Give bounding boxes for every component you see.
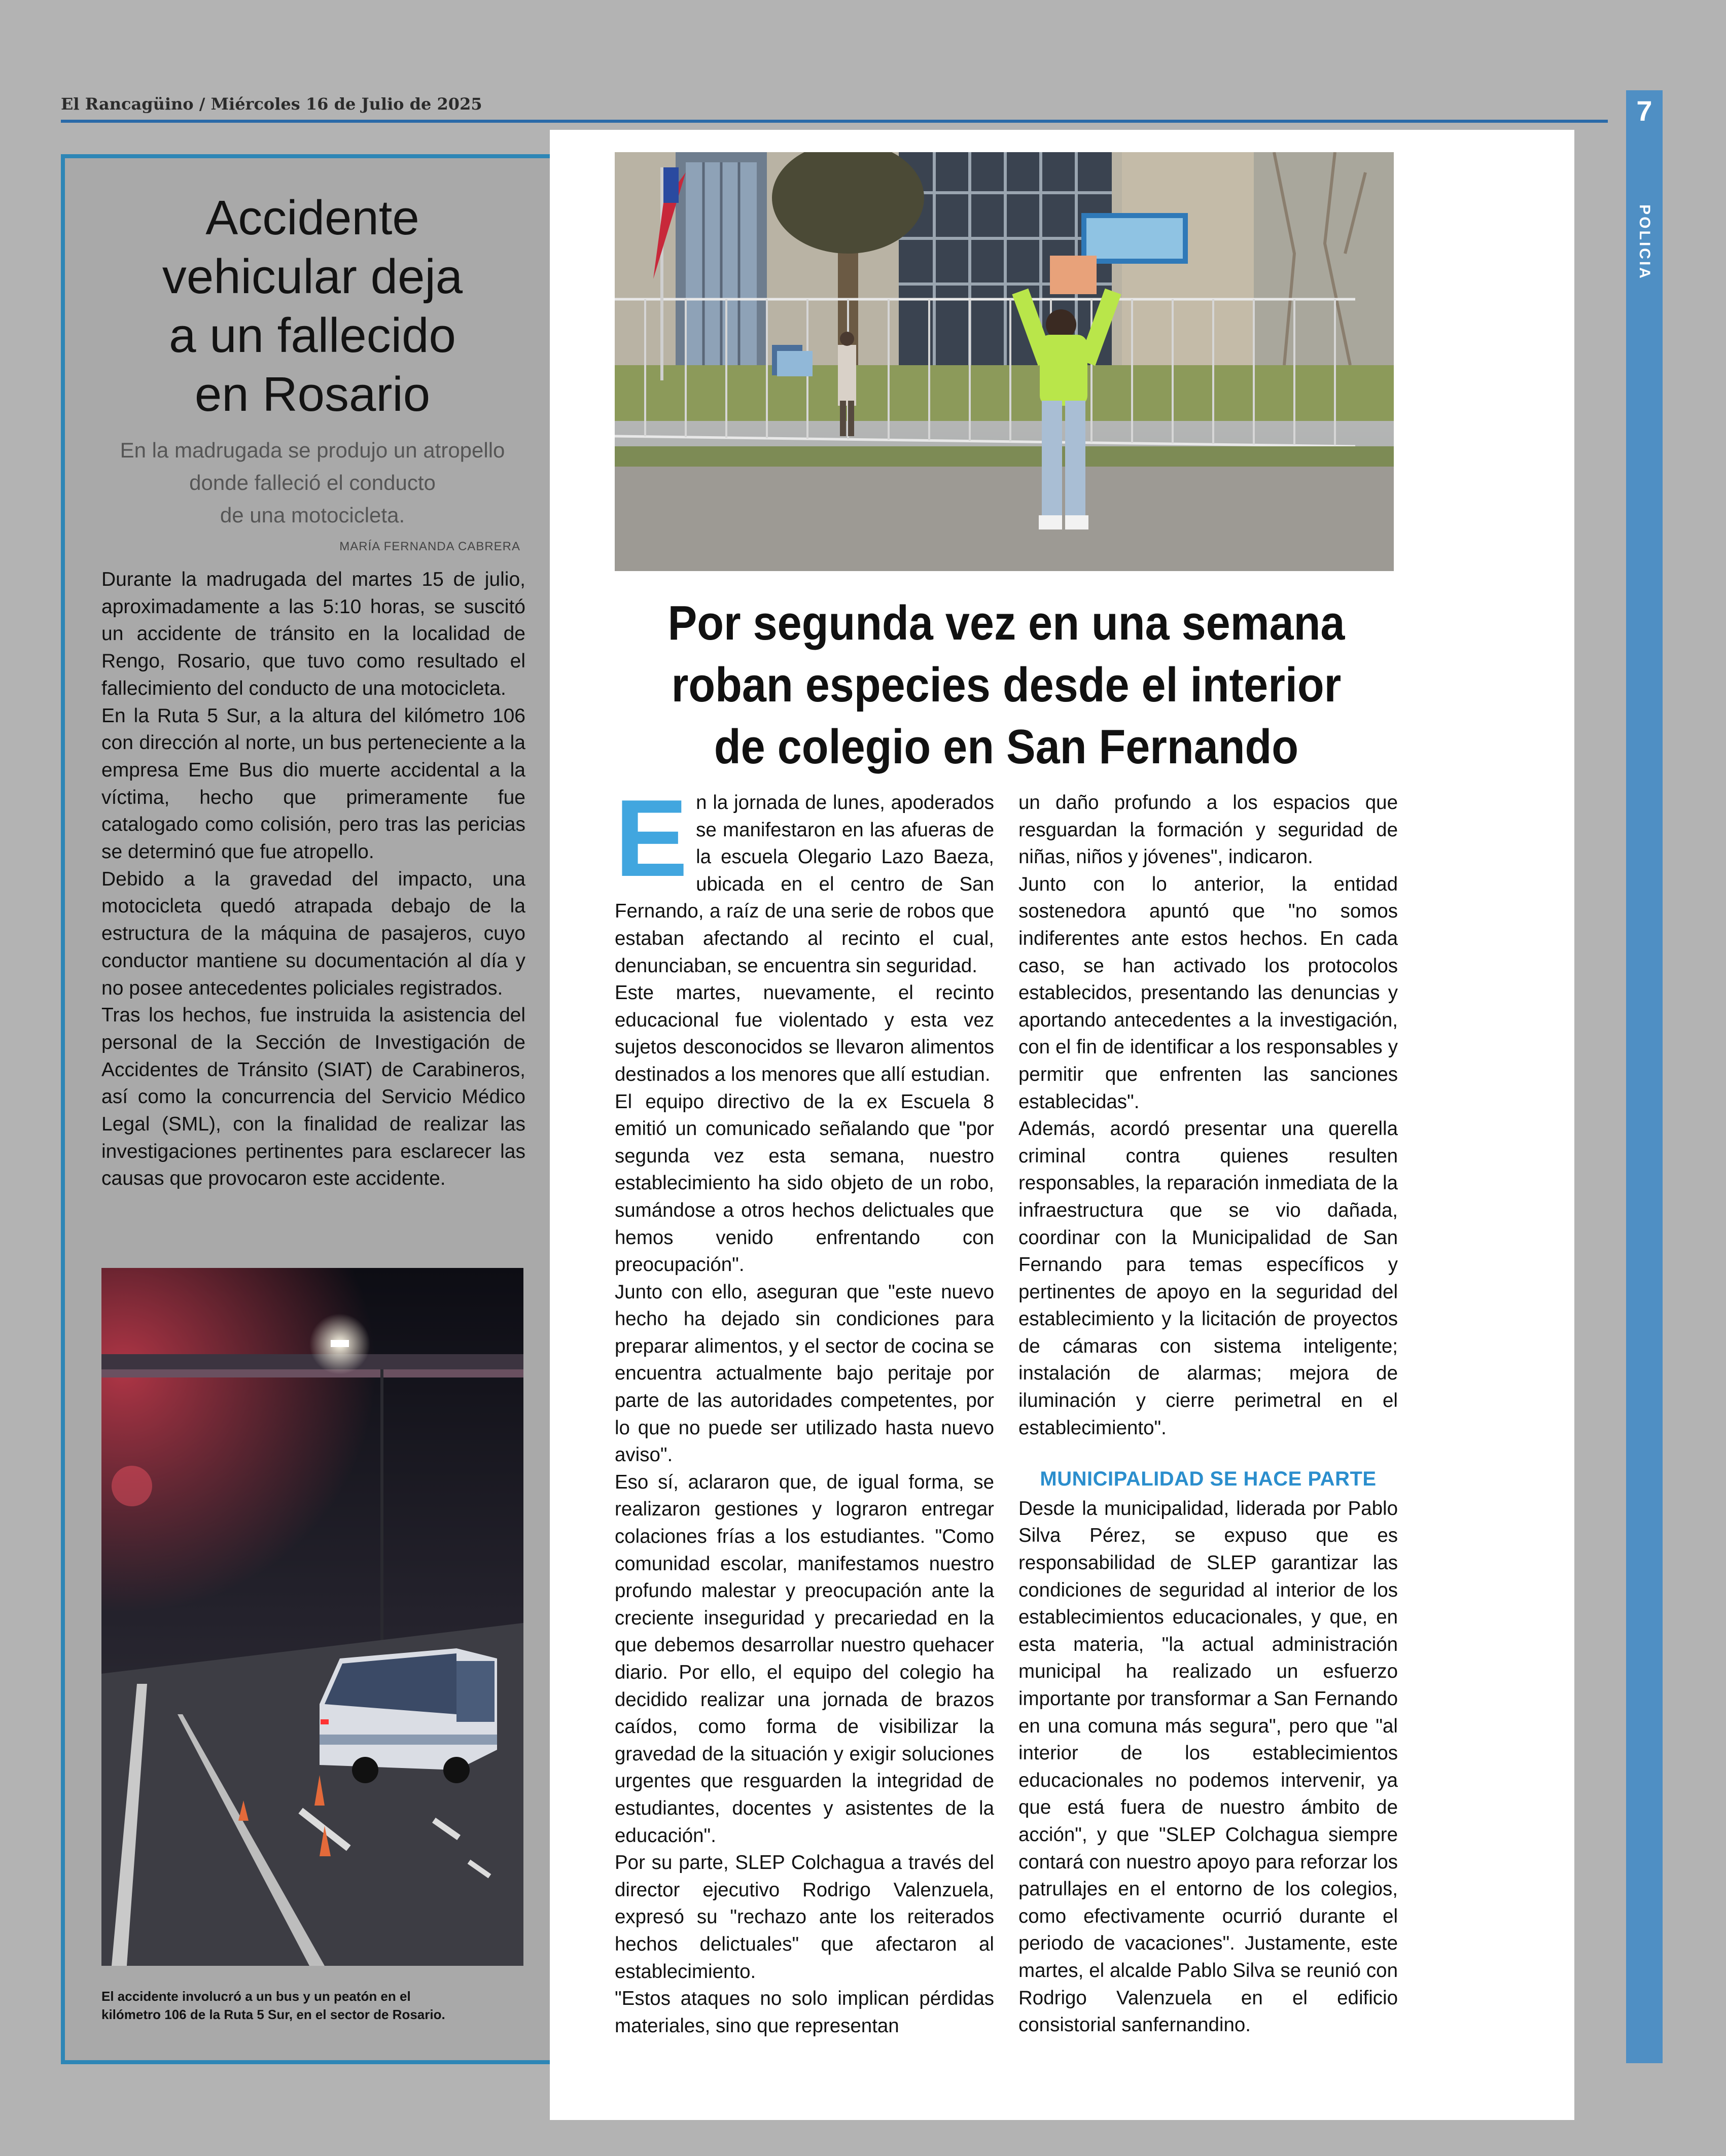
paragraph: "Estos ataques no solo implican pérdidas materiales, sino que representan (615, 1988, 994, 2037)
school-protest-photo (615, 152, 1394, 571)
right-article-title: Por segunda vez en una semana roban especies desde el interior de colegio en San Fernando (667, 596, 1345, 774)
article-column-2 (1018, 789, 1398, 2039)
paragraph: Además, acordó presentar una querella criminal contra quienes resulten responsables, la reparación inmediata de la infraestructura que se vio dañada, coordinar con la Municipalidad de San Fernando para temas específicos y pertinentes de apoyo en la seguridad del establecimiento y la licitación de proyectos de cámaras con sistema inteligente; instalación de alarmas; mejora de iluminación y cierre perimetral en el establecimiento". (1018, 1118, 1398, 1439)
paragraph: En la Ruta 5 Sur, a la altura del kilómetro 106 con dirección al norte, un bus perteneciente a la empresa Eme Bus dio muerte accidental a la víctima, hecho que primeramente fue catalogado como colisión, pero tras las pericias se determinó que fue atropello. (101, 704, 525, 863)
left-article-body (101, 566, 525, 1192)
photo-caption: El accidente involucró a un bus y un peatón en el kilómetro 106 de la Ruta 5 Sur, en el sector de Rosario. (101, 1989, 445, 2022)
accident-photo (101, 1268, 523, 1966)
right-article-page (550, 130, 1574, 2120)
paragraph: Eso sí, aclararon que, de igual forma, se realizaron gestiones y lograron entregar colaciones frías a los estudiantes. "Como comunidad escolar, manifestamos nuestro profundo malestar y preocupación ante la creciente inseguridad y precariedad en la que debemos desarrollar nuestro quehacer diario. Por ello, el equipo del colegio ha decidido realizar una jornada de brazos caídos, como forma de visibilizar la gravedad de la situación y exigir soluciones urgentes que resguarden la integridad de estudiantes, docentes y asistentes de la educación". (615, 1471, 994, 1847)
left-article-subtitle: En la madrugada se produjo un atropello donde falleció el conducto de una motocicleta. (120, 438, 505, 527)
paragraph: Junto con lo anterior, la entidad sostenedora apuntó que "no somos indiferentes ante estos hechos. En cada caso, se han activado los protocolos establecidos, presentando las denuncias y aportando antecedentes a la investigación, con el fin de identificar a los responsables y permitir que enfrenten las sanciones establecidas". (1018, 873, 1398, 1113)
paragraph: Junto con ello, aseguran que "este nuevo hecho ha dejado sin condiciones para preparar alimentos, y el sector de cocina se encuentra actualmente bajo peritaje por parte de las autoridades competentes, por lo que no puede ser utilizado hasta nuevo aviso". (615, 1281, 994, 1466)
left-article-title: Accidente vehicular deja a un fallecido en Rosario (162, 191, 463, 421)
paragraph: Desde la municipalidad, liderada por Pablo Silva Pérez, se expuso que es responsabilidad de SLEP garantizar las condiciones de seguridad al interior de los establecimientos educacionales, y que, en esta materia, "la actual administración municipal ha realizado un esfuerzo importante por transformar a San Fernando en una comuna más segura", pero que "al interior de los establecimientos educacionales no podemos intervenir, ya que está fuera de nuestro ámbito de acción", y que "SLEP Colchagua siempre contará con nuestro apoyo para reforzar los patrullajes en el entorno de los colegios, como efectivamente ocurrió durante el periodo de vacaciones". Justamente, este martes, el alcalde Pablo Silva se reunió con Rodrigo Valenzuela en el edificio consistorial sanfernandino. (1018, 1497, 1398, 2036)
section-subheading: MUNICIPALIDAD SE HACE PARTE (1040, 1468, 1377, 1491)
paragraph: un daño profundo a los espacios que resguardan la formación y seguridad de niñas, niños y jóvenes", indicaron. (1018, 792, 1398, 868)
section-tab (1626, 90, 1663, 2063)
paragraph: Por su parte, SLEP Colchagua a través del director ejecutivo Rodrigo Valenzuela, expresó su "rechazo ante los reiterados hechos delictuales" que afectaron al establecimiento. (615, 1852, 994, 1983)
drop-cap: E (615, 776, 688, 899)
paragraph: Tras los hechos, fue instruida la asistencia del personal de la Sección de Investigación de Accidentes de Tránsito (SIAT) de Carabineros, así como la concurrencia del Servicio Médico Legal (SML), con la finalidad de realizar las investigaciones pertinentes para esclarecer las causas que provocaron este accidente. (101, 1004, 525, 1190)
paragraph: Durante la madrugada del martes 15 de julio, aproximadamente a las 5:10 horas, se suscitó un accidente de tránsito en la localidad de Rengo, Rosario, que tuvo como resultado el fallecimiento del conducto de una motocicleta. (101, 569, 525, 699)
section-label: POLICIA (1636, 204, 1653, 280)
author-byline: MARÍA FERNANDA CABRERA (339, 540, 520, 553)
left-article-box (61, 154, 564, 2064)
masthead: El Rancagüino / Miércoles 16 de Julio de 2025 (61, 94, 482, 114)
paragraph: El equipo directivo de la ex Escuela 8 emitió un comunicado señalando que "por segunda vez esta semana, nuestro establecimiento ha sido objeto de un robo, sumándose a otros hechos delictuales que hemos venido enfrentando con preocupación". (615, 1090, 994, 1276)
paragraph: Debido a la gravedad del impacto, una motocicleta quedó atrapada debajo de la estructura de la máquina de pasajeros, cuyo conductor mantiene su documentación al día y no posee antecedentes policiales registrados. (101, 868, 525, 999)
paragraph: n la jornada de lunes, apoderados se manifestaron en las afueras de la escuela Olegario Lazo Baeza, ubicada en el centro de San Fernando, a raíz de una serie de robos que estaban afectando al recinto el cual, denunciaban, se encuentra sin seguridad. (615, 792, 994, 977)
paragraph: Este martes, nuevamente, el recinto educacional fue violentado y esta vez sujetos desconocidos se llevaron alimentos destinados a los menores que allí estudian. (615, 982, 994, 1085)
page-number: 7 (1636, 95, 1652, 127)
article-column-1 (615, 776, 994, 2039)
masthead-rule (61, 120, 1608, 123)
